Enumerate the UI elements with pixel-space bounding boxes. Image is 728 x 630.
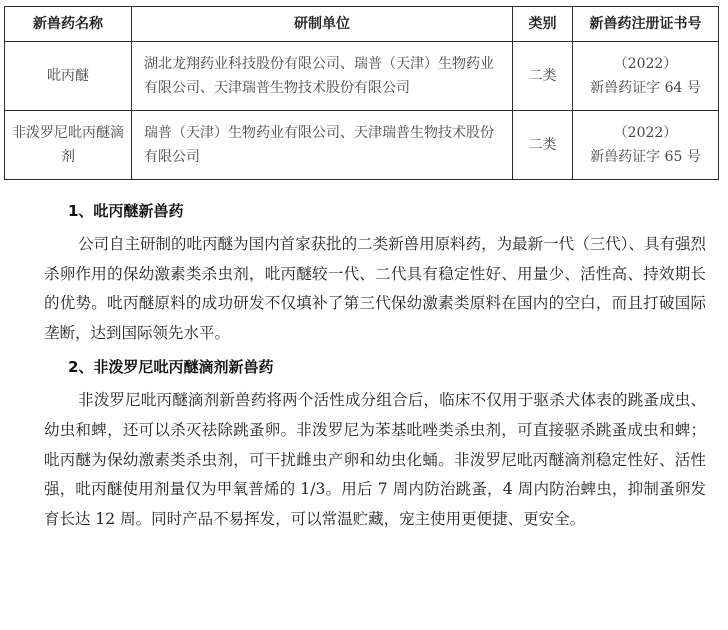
- category-cell: 二类: [513, 42, 573, 111]
- certificate-year: （2022）: [613, 125, 678, 141]
- section-heading-fipronil-drops: 2、非泼罗尼吡丙醚滴剂新兽药: [68, 358, 274, 377]
- certificate-number: 新兽药证字 64 号: [590, 80, 701, 96]
- table-row: [5, 111, 719, 180]
- certificate-year: （2022）: [613, 56, 678, 72]
- drug-name-cell: 非泼罗尼吡丙醚滴剂: [5, 111, 132, 180]
- certificate-cell: [573, 42, 719, 111]
- header-developer: 研制单位: [132, 7, 513, 42]
- drug-name-cell: 吡丙醚: [5, 42, 132, 111]
- section-heading-pyriproxyfen: 1、吡丙醚新兽药: [68, 202, 184, 220]
- certificate-number: 新兽药证字 65 号: [590, 149, 701, 165]
- drug-registration-table: [4, 6, 719, 180]
- developer-cell: 瑞普（天津）生物药业有限公司、天津瑞普生物技术股份有限公司: [132, 111, 513, 180]
- header-drug-name: 新兽药名称: [5, 7, 132, 42]
- certificate-cell: [573, 111, 719, 180]
- table-row: [5, 42, 719, 111]
- category-cell: 二类: [513, 111, 573, 180]
- developer-cell: 湖北龙翔药业科技股份有限公司、瑞普（天津）生物药业有限公司、天津瑞普生物技术股份有限公司: [132, 42, 513, 111]
- header-category: 类别: [513, 7, 573, 42]
- section-paragraph-fipronil-drops: 非泼罗尼吡丙醚滴剂新兽药将两个活性成分组合后，临床不仅用于驱杀犬体表的跳蚤成虫、幼虫和蜱，还可以杀灭祛除跳蚤卵。非泼罗尼为苯基吡唑类杀虫剂，可直接驱杀跳蚤成虫和蜱；吡丙醚为保幼激素类杀虫剂，可干扰雌虫产卵和幼虫化蛹。非泼罗尼吡丙醚滴剂稳定性好、活性强，吡丙醚使用剂量仅为甲氧普烯的 1/3。用后 7 周内防治跳蚤，4 周内防治蜱虫，抑制蚤卵发育长达 12 周。同时产品不易挥发，可以常温贮藏，宠主使用更便捷、更安全。: [44, 391, 706, 528]
- header-certificate: 新兽药注册证书号: [573, 7, 719, 42]
- section-paragraph-pyriproxyfen: 公司自主研制的吡丙醚为国内首家获批的二类新兽用原料药，为最新一代（三代）、具有强烈杀卵作用的保幼激素类杀虫剂，吡丙醚较一代、二代具有稳定性好、用量少、活性高、持效期长的优势。吡丙醚原料的成功研发不仅填补了第三代保幼激素类原料在国内的空白，而且打破国际垄断，达到国际领先水平。: [44, 235, 706, 342]
- table-header-row: [5, 7, 719, 42]
- document-body: [0, 192, 728, 534]
